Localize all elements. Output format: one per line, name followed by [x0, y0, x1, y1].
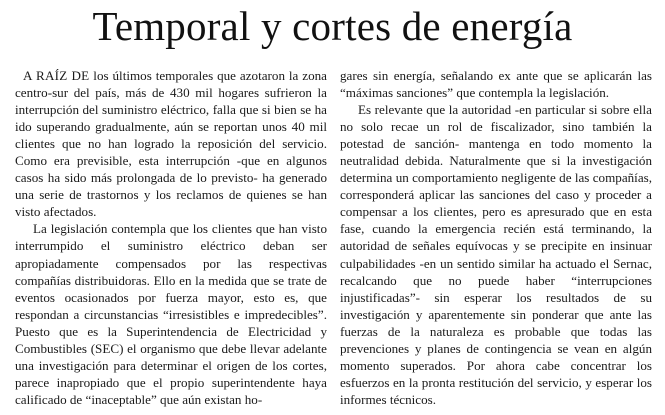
paragraph-2-continued: gares sin energía, señalando ex ante que se aplicarán las “máximas sanciones” que contempla la legislación.: [340, 68, 652, 101]
article-column-right: [340, 67, 652, 408]
article-column-left: [15, 67, 327, 408]
paragraph-lead-in: A RAÍZ DE: [23, 68, 90, 83]
article-headline: Temporal y cortes de energía: [92, 3, 573, 49]
paragraph-2: La legislación contempla que los clientes que han visto interrumpido el suministro eléctrico deban ser apropiadamente compensados por las respectivas compañías distribuidoras. Ello en la medida que se trate de eventos ocasionados por fuerza mayor, esto es, que respondan a circunstancias “irresistibles e impredecibles”. Puesto que es la Superintendencia de Electricidad y Combustibles (SEC) el organismo que debe llevar adelante una investigación para determinar el origen de los cortes, parece inapropiado que el propio superintendente haya calificado de “inaceptable” que aún existan ho-: [15, 221, 327, 407]
paragraph-1-text: los últimos temporales que azotaron la zona centro-sur del país, más de 430 mil hogares sufrieron la interrupción del suministro eléctrico, falla que si bien se ha ido superando gradualmente, aún se reportan unos 40 mil clientes que no han logrado la reposición del servicio. Como era previsible, esta interrupción -que en algunos casos ha sido más prolongada de lo previsto- ha generado una serie de trastornos y los reclamos de quienes se han visto afectados.: [15, 68, 327, 220]
paragraph-3: Es relevante que la autoridad -en particular si sobre ella no solo recae un rol de fiscalizador, sino también la potestad de sanción- mantenga en todo momento la neutralidad debida. Naturalmente que si la investigación determina un comportamiento negligente de las compañías, corresponderá aplicar las sanciones del caso y proceder a compensar a los clientes, pero es apresurado que en esta fase, cuando la emergencia recién está terminando, la autoridad de señales equívocas y se precipite en insinuar culpabilidades -en un sentido similar ha actuado el Sernac, recalcando que no puede haber “interrupciones injustificadas”- sin esperar los resultados de su investigación y aparentemente sin ponderar que ante las fuerzas de la naturaleza es probable que todas las prevenciones y planes de contingencia se vean en algún momento superados. Por ahora cabe concentrar los esfuerzos en la pronta restitución del servicio, y esperar los informes técnicos.: [340, 102, 652, 407]
paragraph-1: [15, 67, 327, 220]
